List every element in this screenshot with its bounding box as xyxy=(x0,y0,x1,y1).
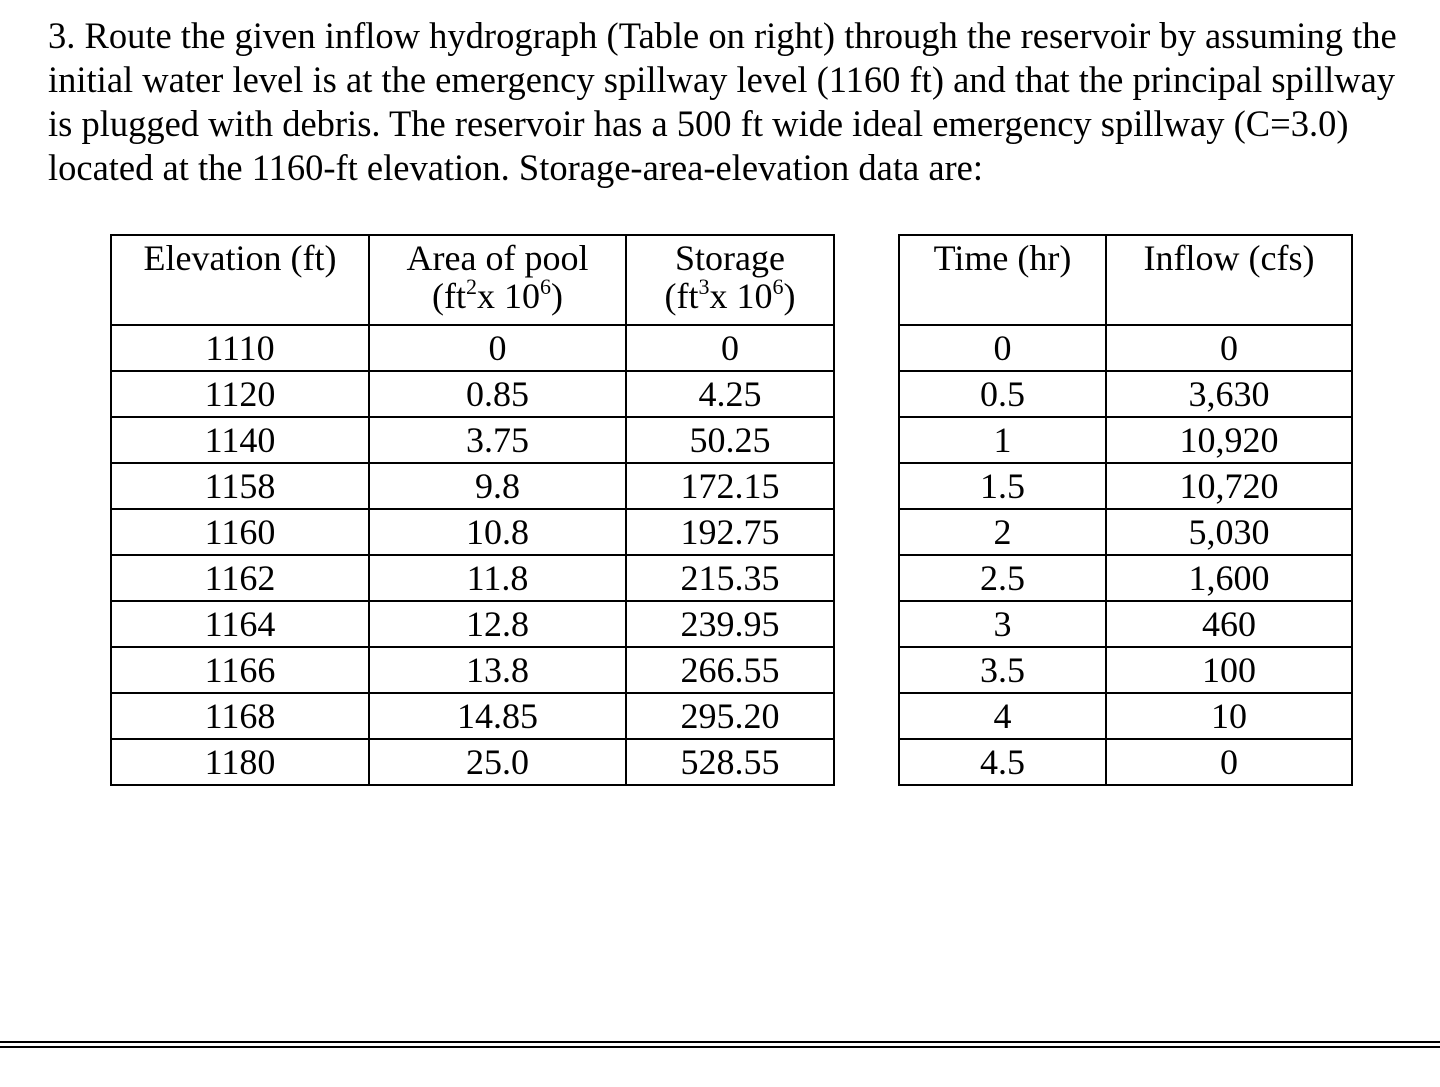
storage-cell: 0 xyxy=(626,325,834,371)
inflow-cell: 5,030 xyxy=(1106,509,1352,555)
area-cell: 11.8 xyxy=(369,555,626,601)
inflow-cell: 460 xyxy=(1106,601,1352,647)
elevation-cell: 1164 xyxy=(111,601,369,647)
storage-cell: 172.15 xyxy=(626,463,834,509)
time-cell: 0 xyxy=(899,325,1106,371)
table-row xyxy=(899,555,1352,601)
elevation-cell: 1166 xyxy=(111,647,369,693)
area-cell: 25.0 xyxy=(369,739,626,785)
inflow-cell: 10,720 xyxy=(1106,463,1352,509)
table-row xyxy=(111,693,834,739)
table-row xyxy=(111,325,834,371)
header-storage-unit: ($ft^3x$ $10^6$) xyxy=(664,274,796,316)
table-row xyxy=(899,601,1352,647)
storage-cell: 266.55 xyxy=(626,647,834,693)
elevation-cell: 1168 xyxy=(111,693,369,739)
table-row xyxy=(899,371,1352,417)
inflow-cell: 100 xyxy=(1106,647,1352,693)
area-cell: 13.8 xyxy=(369,647,626,693)
header-area-label: Area of pool xyxy=(406,238,589,278)
table-row xyxy=(111,647,834,693)
elevation-cell: 1140 xyxy=(111,417,369,463)
elevation-cell: 1160 xyxy=(111,509,369,555)
elevation-cell: 1110 xyxy=(111,325,369,371)
header-inflow xyxy=(1106,235,1352,325)
inflow-cell: 3,630 xyxy=(1106,371,1352,417)
storage-cell: 239.95 xyxy=(626,601,834,647)
header-inflow-label: Inflow (cfs) xyxy=(1143,238,1315,278)
area-cell: 10.8 xyxy=(369,509,626,555)
time-cell: 1.5 xyxy=(899,463,1106,509)
table-row xyxy=(111,417,834,463)
header-time-label: Time (hr) xyxy=(933,238,1072,278)
header-area-unit: ($ft^2x$ $10^6$) xyxy=(432,274,563,316)
table-row xyxy=(111,463,834,509)
table-row xyxy=(111,601,834,647)
elevation-cell: 1158 xyxy=(111,463,369,509)
time-cell: 3 xyxy=(899,601,1106,647)
time-cell: 4.5 xyxy=(899,739,1106,785)
header-elevation-label: Elevation (ft) xyxy=(143,238,337,278)
storage-cell: 192.75 xyxy=(626,509,834,555)
header-storage-label: Storage xyxy=(675,238,785,278)
time-cell: 0.5 xyxy=(899,371,1106,417)
table-row xyxy=(111,739,834,785)
area-cell: 12.8 xyxy=(369,601,626,647)
footer-divider xyxy=(0,1046,1440,1048)
storage-cell: 4.25 xyxy=(626,371,834,417)
area-cell: 3.75 xyxy=(369,417,626,463)
storage-cell: 215.35 xyxy=(626,555,834,601)
area-cell: 14.85 xyxy=(369,693,626,739)
inflow-cell: 10 xyxy=(1106,693,1352,739)
table-header-row xyxy=(899,235,1352,325)
header-area xyxy=(369,235,626,325)
area-cell: 0 xyxy=(369,325,626,371)
storage-cell: 50.25 xyxy=(626,417,834,463)
table-row xyxy=(111,555,834,601)
time-cell: 2 xyxy=(899,509,1106,555)
footer-divider xyxy=(0,1041,1440,1043)
time-cell: 1 xyxy=(899,417,1106,463)
time-cell: 4 xyxy=(899,693,1106,739)
inflow-cell: 0 xyxy=(1106,325,1352,371)
time-cell: 2.5 xyxy=(899,555,1106,601)
area-cell: 0.85 xyxy=(369,371,626,417)
elevation-cell: 1120 xyxy=(111,371,369,417)
table-row xyxy=(899,325,1352,371)
table-header-row xyxy=(111,235,834,325)
inflow-cell: 0 xyxy=(1106,739,1352,785)
header-elevation xyxy=(111,235,369,325)
table-row xyxy=(899,693,1352,739)
table-row xyxy=(899,509,1352,555)
table-row xyxy=(111,509,834,555)
elevation-cell: 1162 xyxy=(111,555,369,601)
storage-area-elevation-table xyxy=(110,234,835,786)
inflow-hydrograph-table xyxy=(898,234,1353,786)
table-row xyxy=(111,371,834,417)
area-cell: 9.8 xyxy=(369,463,626,509)
elevation-cell: 1180 xyxy=(111,739,369,785)
inflow-cell: 1,600 xyxy=(1106,555,1352,601)
table-row xyxy=(899,647,1352,693)
inflow-cell: 10,920 xyxy=(1106,417,1352,463)
storage-cell: 528.55 xyxy=(626,739,834,785)
header-time xyxy=(899,235,1106,325)
table-row xyxy=(899,417,1352,463)
table-row xyxy=(899,739,1352,785)
problem-statement: 3. Route the given inflow hydrograph (Table on right) through the reservoir by assuming the initial water level is at the emergency spillway level (1160 ft) and that the principal spillway is plugged with debris. The reservoir has a 500 ft wide ideal emergency spillway (C=3.0) located at the 1160-ft elevation. Storage-area-elevation data are: xyxy=(48,15,1397,188)
time-cell: 3.5 xyxy=(899,647,1106,693)
header-storage xyxy=(626,235,834,325)
storage-cell: 295.20 xyxy=(626,693,834,739)
table-row xyxy=(899,463,1352,509)
